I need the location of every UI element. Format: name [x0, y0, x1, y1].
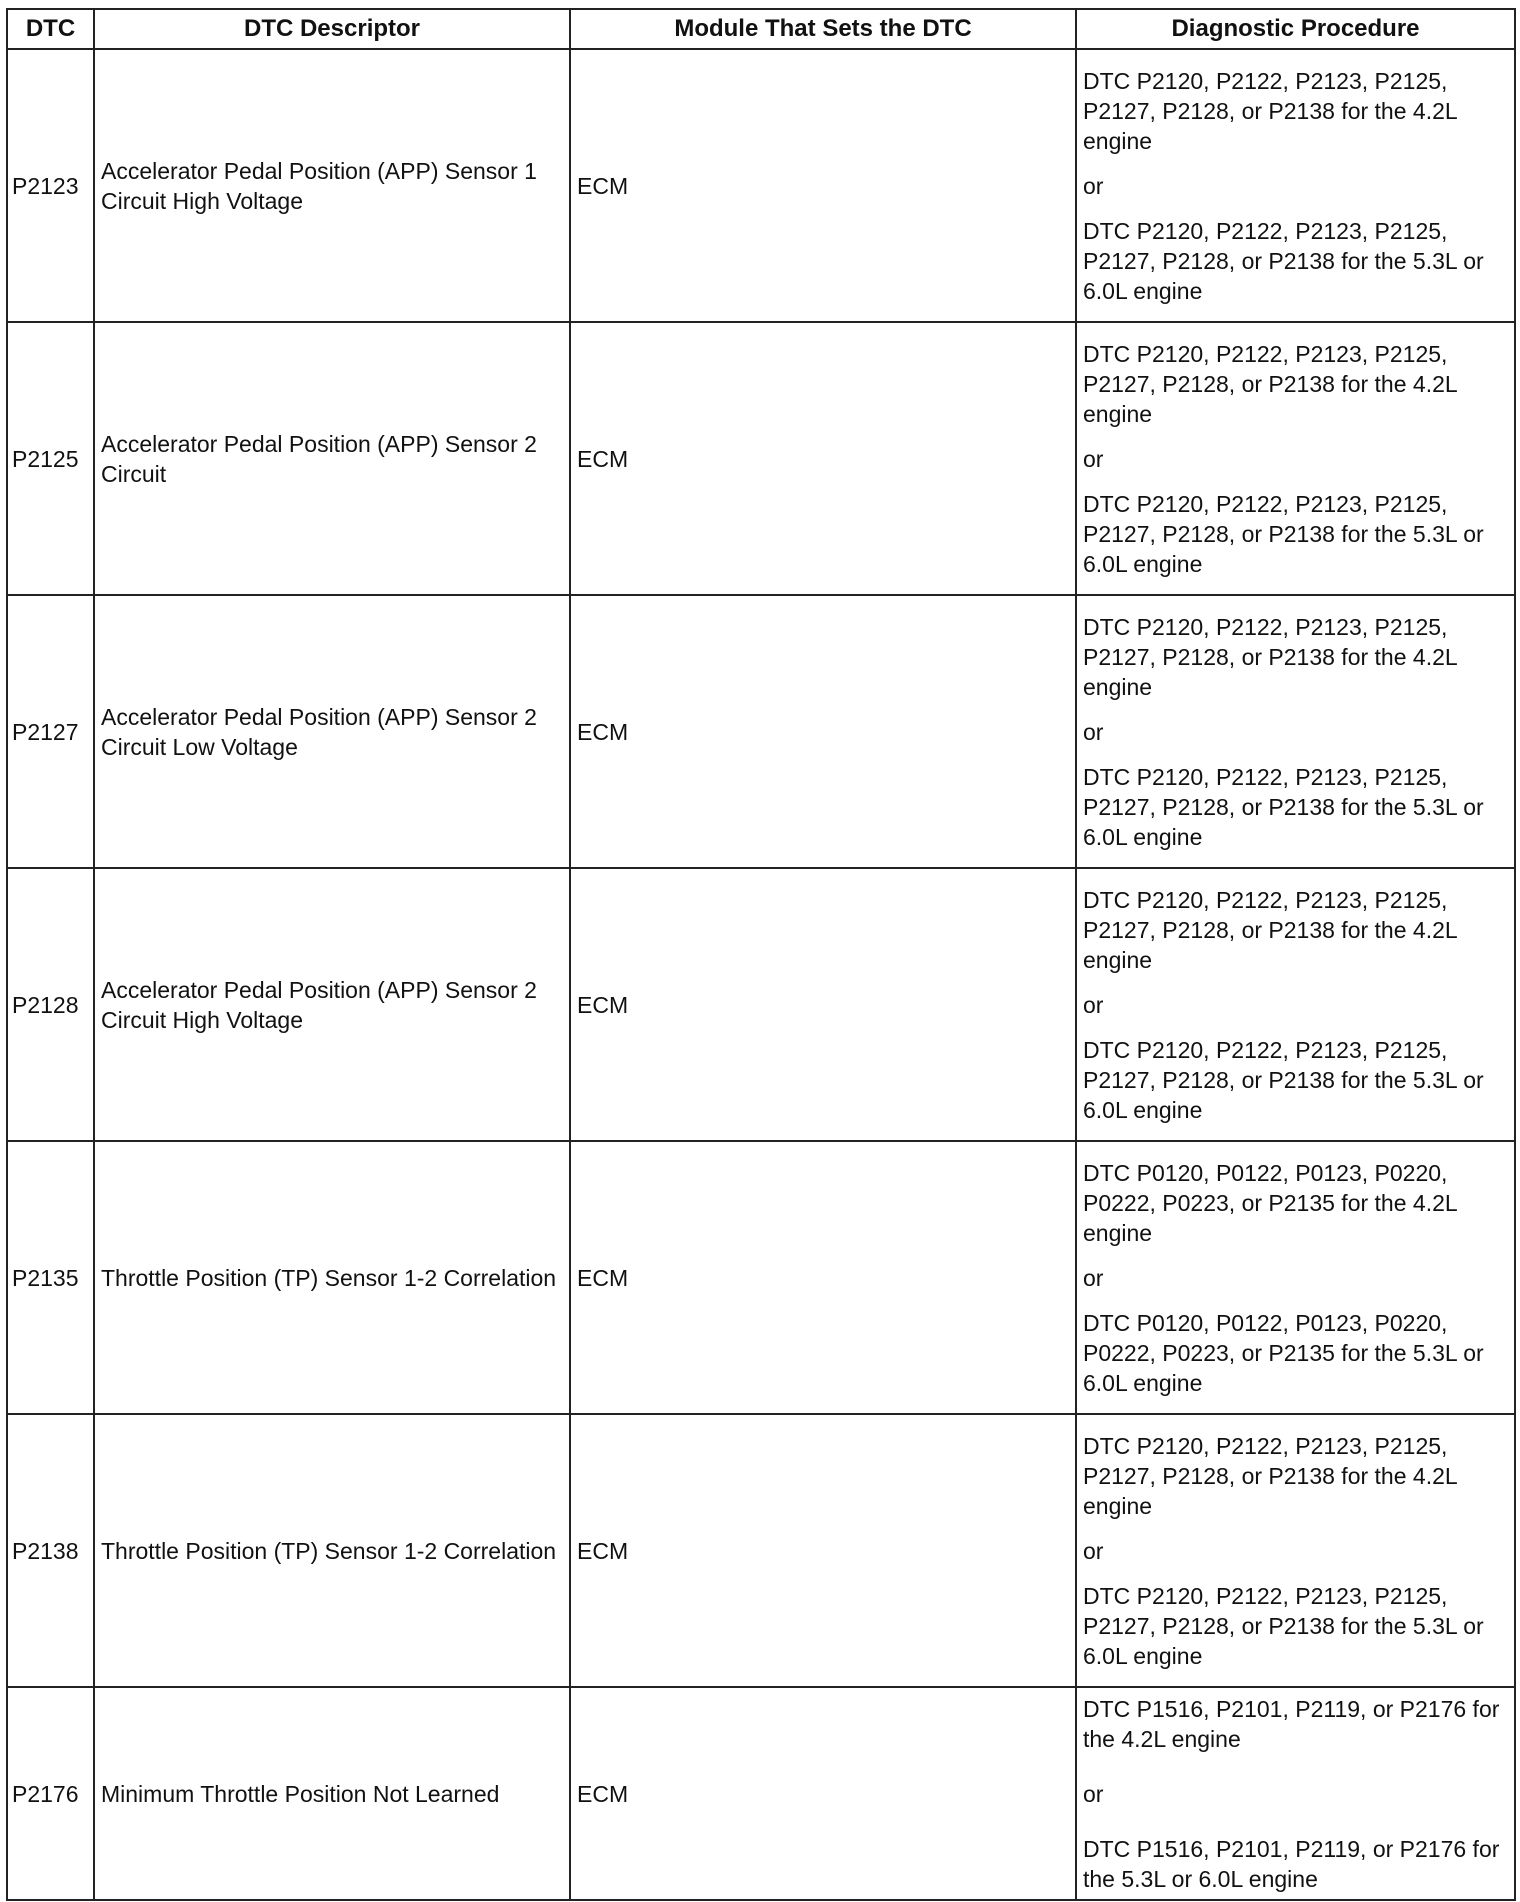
dtc-code: P2176 — [7, 1687, 94, 1900]
header-descriptor: DTC Descriptor — [94, 9, 570, 49]
dtc-descriptor: Accelerator Pedal Position (APP) Sensor 2 Circuit Low Voltage — [94, 595, 570, 868]
dtc-descriptor: Accelerator Pedal Position (APP) Sensor 1 Circuit High Voltage — [94, 49, 570, 322]
header-module: Module That Sets the DTC — [570, 9, 1076, 49]
dtc-descriptor: Accelerator Pedal Position (APP) Sensor 2 Circuit — [94, 322, 570, 595]
dtc-code: P2123 — [7, 49, 94, 322]
dtc-code: P2125 — [7, 322, 94, 595]
dtc-module: ECM — [570, 595, 1076, 868]
dtc-code: P2127 — [7, 595, 94, 868]
dtc-table — [6, 8, 1516, 1901]
diagnostic-procedure — [1076, 1687, 1515, 1900]
dtc-code: P2138 — [7, 1414, 94, 1687]
diagnostic-procedure — [1076, 595, 1515, 868]
procedure-or: or — [1083, 1538, 1104, 1564]
procedure-or: or — [1083, 446, 1104, 472]
dtc-module: ECM — [570, 49, 1076, 322]
dtc-descriptor: Throttle Position (TP) Sensor 1-2 Correlation — [94, 1414, 570, 1687]
procedure-link[interactable]: DTC P2120, P2122, P2123, P2125, P2127, P2128, or P2138 for the 4.2L engine — [1083, 1433, 1457, 1519]
table-row — [7, 1687, 1515, 1900]
procedure-link[interactable]: DTC P2120, P2122, P2123, P2125, P2127, P2128, or P2138 for the 4.2L engine — [1083, 887, 1457, 973]
diagnostic-procedure — [1076, 868, 1515, 1141]
procedure-link[interactable]: DTC P1516, P2101, P2119, or P2176 for the 5.3L or 6.0L engine — [1083, 1836, 1500, 1892]
procedure-link[interactable]: DTC P0120, P0122, P0123, P0220, P0222, P0223, or P2135 for the 5.3L or 6.0L engine — [1083, 1310, 1484, 1396]
table-row — [7, 595, 1515, 868]
table-row — [7, 1141, 1515, 1414]
diagnostic-procedure — [1076, 49, 1515, 322]
procedure-link[interactable]: DTC P2120, P2122, P2123, P2125, P2127, P2128, or P2138 for the 4.2L engine — [1083, 341, 1457, 427]
procedure-link[interactable]: DTC P2120, P2122, P2123, P2125, P2127, P2128, or P2138 for the 5.3L or 6.0L engine — [1083, 1583, 1484, 1669]
procedure-link[interactable]: DTC P2120, P2122, P2123, P2125, P2127, P2128, or P2138 for the 5.3L or 6.0L engine — [1083, 764, 1484, 850]
procedure-or: or — [1083, 1781, 1104, 1807]
dtc-table-container — [6, 8, 1516, 1901]
procedure-link[interactable]: DTC P2120, P2122, P2123, P2125, P2127, P2128, or P2138 for the 5.3L or 6.0L engine — [1083, 491, 1484, 577]
dtc-module: ECM — [570, 1687, 1076, 1900]
dtc-module: ECM — [570, 1414, 1076, 1687]
header-dtc: DTC — [7, 9, 94, 49]
table-row — [7, 1414, 1515, 1687]
dtc-module: ECM — [570, 868, 1076, 1141]
procedure-link[interactable]: DTC P2120, P2122, P2123, P2125, P2127, P2128, or P2138 for the 4.2L engine — [1083, 614, 1457, 700]
header-procedure: Diagnostic Procedure — [1076, 9, 1515, 49]
dtc-descriptor: Throttle Position (TP) Sensor 1-2 Correlation — [94, 1141, 570, 1414]
procedure-or: or — [1083, 992, 1104, 1018]
table-row — [7, 322, 1515, 595]
diagnostic-procedure — [1076, 322, 1515, 595]
procedure-link[interactable]: DTC P1516, P2101, P2119, or P2176 for the 4.2L engine — [1083, 1696, 1500, 1752]
procedure-or: or — [1083, 173, 1104, 199]
procedure-or: or — [1083, 719, 1104, 745]
dtc-module: ECM — [570, 1141, 1076, 1414]
procedure-link[interactable]: DTC P2120, P2122, P2123, P2125, P2127, P2128, or P2138 for the 4.2L engine — [1083, 68, 1457, 154]
dtc-descriptor: Accelerator Pedal Position (APP) Sensor 2 Circuit High Voltage — [94, 868, 570, 1141]
diagnostic-procedure — [1076, 1414, 1515, 1687]
dtc-module: ECM — [570, 322, 1076, 595]
procedure-link[interactable]: DTC P0120, P0122, P0123, P0220, P0222, P0223, or P2135 for the 4.2L engine — [1083, 1160, 1457, 1246]
dtc-code: P2128 — [7, 868, 94, 1141]
dtc-descriptor: Minimum Throttle Position Not Learned — [94, 1687, 570, 1900]
procedure-or: or — [1083, 1265, 1104, 1291]
table-header-row — [7, 9, 1515, 49]
table-row — [7, 49, 1515, 322]
procedure-link[interactable]: DTC P2120, P2122, P2123, P2125, P2127, P2128, or P2138 for the 5.3L or 6.0L engine — [1083, 1037, 1484, 1123]
procedure-link[interactable]: DTC P2120, P2122, P2123, P2125, P2127, P2128, or P2138 for the 5.3L or 6.0L engine — [1083, 218, 1484, 304]
dtc-code: P2135 — [7, 1141, 94, 1414]
table-row — [7, 868, 1515, 1141]
diagnostic-procedure — [1076, 1141, 1515, 1414]
